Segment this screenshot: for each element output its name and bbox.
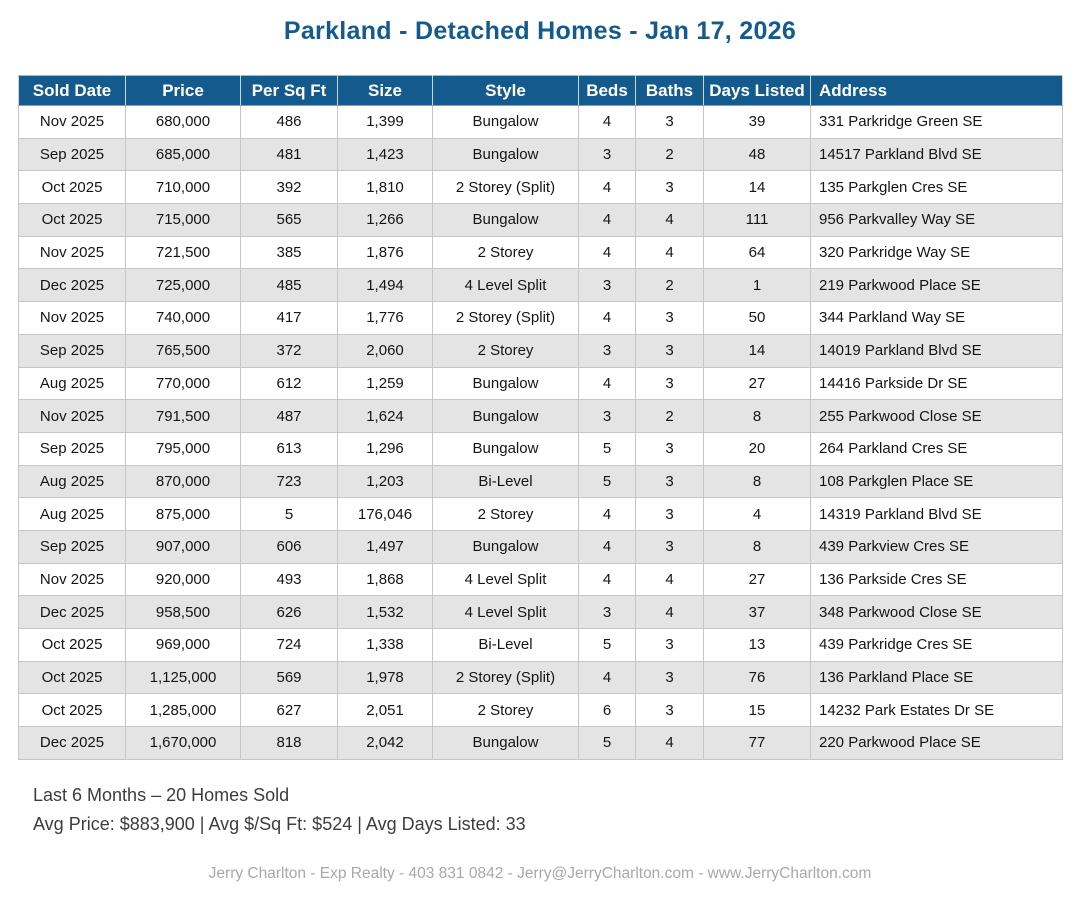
cell-baths: 3 [636, 465, 704, 498]
table-row [19, 596, 1063, 629]
cell-price: 791,500 [126, 400, 241, 433]
cell-days-listed: 8 [704, 400, 811, 433]
table-row [19, 204, 1063, 237]
cell-beds: 5 [579, 465, 636, 498]
cell-sold-date: Aug 2025 [19, 498, 126, 531]
cell-days-listed: 77 [704, 727, 811, 760]
cell-price: 795,000 [126, 432, 241, 465]
cell-baths: 3 [636, 171, 704, 204]
cell-size: 1,338 [338, 629, 433, 662]
cell-beds: 3 [579, 334, 636, 367]
cell-per-sq-ft: 5 [241, 498, 338, 531]
cell-price: 725,000 [126, 269, 241, 302]
cell-price: 710,000 [126, 171, 241, 204]
cell-sold-date: Nov 2025 [19, 236, 126, 269]
cell-style: 2 Storey (Split) [433, 171, 579, 204]
cell-address: 219 Parkwood Place SE [811, 269, 1063, 302]
cell-days-listed: 8 [704, 530, 811, 563]
cell-baths: 2 [636, 269, 704, 302]
table-row [19, 563, 1063, 596]
cell-size: 1,868 [338, 563, 433, 596]
table-row [19, 171, 1063, 204]
cell-size: 1,532 [338, 596, 433, 629]
table-row [19, 694, 1063, 727]
cell-per-sq-ft: 392 [241, 171, 338, 204]
cell-price: 1,285,000 [126, 694, 241, 727]
cell-style: 4 Level Split [433, 269, 579, 302]
cell-price: 969,000 [126, 629, 241, 662]
cell-beds: 6 [579, 694, 636, 727]
cell-address: 255 Parkwood Close SE [811, 400, 1063, 433]
cell-style: 2 Storey [433, 498, 579, 531]
cell-size: 1,494 [338, 269, 433, 302]
cell-beds: 4 [579, 661, 636, 694]
cell-per-sq-ft: 626 [241, 596, 338, 629]
cell-beds: 3 [579, 269, 636, 302]
cell-price: 685,000 [126, 138, 241, 171]
cell-style: 4 Level Split [433, 563, 579, 596]
cell-address: 220 Parkwood Place SE [811, 727, 1063, 760]
summary-block [33, 781, 1080, 839]
cell-size: 2,060 [338, 334, 433, 367]
cell-address: 14019 Parkland Blvd SE [811, 334, 1063, 367]
cell-size: 176,046 [338, 498, 433, 531]
cell-per-sq-ft: 818 [241, 727, 338, 760]
cell-size: 1,810 [338, 171, 433, 204]
cell-days-listed: 111 [704, 204, 811, 237]
table-row [19, 530, 1063, 563]
cell-size: 1,876 [338, 236, 433, 269]
cell-price: 770,000 [126, 367, 241, 400]
cell-style: 2 Storey (Split) [433, 302, 579, 335]
table-row [19, 106, 1063, 139]
cell-days-listed: 15 [704, 694, 811, 727]
cell-per-sq-ft: 385 [241, 236, 338, 269]
cell-price: 721,500 [126, 236, 241, 269]
cell-address: 956 Parkvalley Way SE [811, 204, 1063, 237]
cell-style: 2 Storey [433, 334, 579, 367]
column-header-size: Size [338, 76, 433, 106]
cell-baths: 3 [636, 498, 704, 531]
cell-per-sq-ft: 565 [241, 204, 338, 237]
cell-sold-date: Dec 2025 [19, 596, 126, 629]
cell-per-sq-ft: 417 [241, 302, 338, 335]
listings-table-container [18, 75, 1062, 760]
cell-style: Bungalow [433, 432, 579, 465]
cell-style: Bungalow [433, 400, 579, 433]
cell-beds: 4 [579, 302, 636, 335]
column-header-per-sq-ft: Per Sq Ft [241, 76, 338, 106]
cell-days-listed: 20 [704, 432, 811, 465]
cell-per-sq-ft: 723 [241, 465, 338, 498]
cell-price: 870,000 [126, 465, 241, 498]
column-header-days-listed: Days Listed [704, 76, 811, 106]
cell-size: 1,497 [338, 530, 433, 563]
column-header-price: Price [126, 76, 241, 106]
table-row [19, 432, 1063, 465]
cell-sold-date: Dec 2025 [19, 727, 126, 760]
cell-beds: 4 [579, 171, 636, 204]
cell-baths: 4 [636, 563, 704, 596]
cell-days-listed: 64 [704, 236, 811, 269]
cell-size: 1,266 [338, 204, 433, 237]
cell-baths: 3 [636, 367, 704, 400]
cell-address: 14416 Parkside Dr SE [811, 367, 1063, 400]
cell-baths: 2 [636, 138, 704, 171]
cell-baths: 3 [636, 661, 704, 694]
cell-per-sq-ft: 372 [241, 334, 338, 367]
cell-price: 715,000 [126, 204, 241, 237]
cell-price: 740,000 [126, 302, 241, 335]
cell-baths: 3 [636, 334, 704, 367]
cell-per-sq-ft: 627 [241, 694, 338, 727]
cell-beds: 4 [579, 204, 636, 237]
cell-baths: 4 [636, 204, 704, 237]
cell-days-listed: 39 [704, 106, 811, 139]
cell-days-listed: 50 [704, 302, 811, 335]
cell-beds: 3 [579, 400, 636, 433]
cell-per-sq-ft: 481 [241, 138, 338, 171]
cell-baths: 3 [636, 106, 704, 139]
summary-sales-count: Last 6 Months – 20 Homes Sold [33, 784, 290, 805]
cell-address: 108 Parkglen Place SE [811, 465, 1063, 498]
cell-address: 14319 Parkland Blvd SE [811, 498, 1063, 531]
cell-per-sq-ft: 487 [241, 400, 338, 433]
cell-size: 1,296 [338, 432, 433, 465]
cell-beds: 5 [579, 432, 636, 465]
cell-address: 348 Parkwood Close SE [811, 596, 1063, 629]
cell-price: 875,000 [126, 498, 241, 531]
cell-sold-date: Aug 2025 [19, 367, 126, 400]
table-row [19, 302, 1063, 335]
cell-address: 331 Parkridge Green SE [811, 106, 1063, 139]
column-header-address: Address [811, 76, 1063, 106]
cell-beds: 5 [579, 629, 636, 662]
table-row [19, 269, 1063, 302]
cell-sold-date: Sep 2025 [19, 138, 126, 171]
cell-beds: 3 [579, 596, 636, 629]
cell-baths: 4 [636, 236, 704, 269]
cell-baths: 3 [636, 694, 704, 727]
cell-days-listed: 76 [704, 661, 811, 694]
cell-style: 2 Storey [433, 694, 579, 727]
cell-style: Bungalow [433, 367, 579, 400]
cell-size: 2,042 [338, 727, 433, 760]
column-header-baths: Baths [636, 76, 704, 106]
cell-days-listed: 8 [704, 465, 811, 498]
cell-address: 344 Parkland Way SE [811, 302, 1063, 335]
cell-per-sq-ft: 612 [241, 367, 338, 400]
cell-style: Bungalow [433, 204, 579, 237]
cell-style: Bungalow [433, 106, 579, 139]
cell-days-listed: 14 [704, 171, 811, 204]
cell-sold-date: Oct 2025 [19, 694, 126, 727]
cell-days-listed: 27 [704, 367, 811, 400]
cell-sold-date: Dec 2025 [19, 269, 126, 302]
table-row [19, 727, 1063, 760]
cell-address: 439 Parkview Cres SE [811, 530, 1063, 563]
cell-style: Bi-Level [433, 465, 579, 498]
table-row [19, 400, 1063, 433]
cell-price: 1,670,000 [126, 727, 241, 760]
cell-address: 439 Parkridge Cres SE [811, 629, 1063, 662]
cell-sold-date: Sep 2025 [19, 432, 126, 465]
listings-table [18, 75, 1063, 760]
cell-address: 14517 Parkland Blvd SE [811, 138, 1063, 171]
cell-days-listed: 37 [704, 596, 811, 629]
cell-sold-date: Oct 2025 [19, 171, 126, 204]
cell-beds: 4 [579, 236, 636, 269]
cell-sold-date: Oct 2025 [19, 661, 126, 694]
cell-baths: 3 [636, 432, 704, 465]
table-row [19, 465, 1063, 498]
cell-address: 136 Parkside Cres SE [811, 563, 1063, 596]
cell-baths: 2 [636, 400, 704, 433]
cell-address: 136 Parkland Place SE [811, 661, 1063, 694]
cell-per-sq-ft: 493 [241, 563, 338, 596]
cell-per-sq-ft: 724 [241, 629, 338, 662]
cell-sold-date: Nov 2025 [19, 563, 126, 596]
cell-sold-date: Oct 2025 [19, 629, 126, 662]
page-title: Parkland - Detached Homes - Jan 17, 2026 [283, 17, 797, 45]
cell-size: 2,051 [338, 694, 433, 727]
cell-address: 135 Parkglen Cres SE [811, 171, 1063, 204]
cell-days-listed: 13 [704, 629, 811, 662]
cell-per-sq-ft: 485 [241, 269, 338, 302]
cell-beds: 4 [579, 563, 636, 596]
table-row [19, 629, 1063, 662]
cell-address: 14232 Park Estates Dr SE [811, 694, 1063, 727]
cell-beds: 4 [579, 106, 636, 139]
table-header-row [19, 76, 1063, 106]
cell-size: 1,423 [338, 138, 433, 171]
cell-beds: 4 [579, 498, 636, 531]
table-row [19, 498, 1063, 531]
table-row [19, 367, 1063, 400]
cell-size: 1,399 [338, 106, 433, 139]
cell-per-sq-ft: 613 [241, 432, 338, 465]
cell-sold-date: Sep 2025 [19, 530, 126, 563]
cell-beds: 3 [579, 138, 636, 171]
cell-beds: 4 [579, 530, 636, 563]
cell-days-listed: 1 [704, 269, 811, 302]
cell-per-sq-ft: 569 [241, 661, 338, 694]
table-row [19, 334, 1063, 367]
cell-sold-date: Oct 2025 [19, 204, 126, 237]
cell-size: 1,624 [338, 400, 433, 433]
cell-per-sq-ft: 606 [241, 530, 338, 563]
cell-baths: 4 [636, 727, 704, 760]
cell-sold-date: Aug 2025 [19, 465, 126, 498]
footer-contact-line: Jerry Charlton - Exp Realty - 403 831 0842 - Jerry@JerryCharlton.com - www.JerryCharlton.com [208, 864, 872, 882]
cell-style: Bungalow [433, 138, 579, 171]
column-header-beds: Beds [579, 76, 636, 106]
cell-sold-date: Nov 2025 [19, 400, 126, 433]
cell-baths: 4 [636, 596, 704, 629]
cell-per-sq-ft: 486 [241, 106, 338, 139]
table-row [19, 661, 1063, 694]
cell-sold-date: Nov 2025 [19, 106, 126, 139]
cell-address: 320 Parkridge Way SE [811, 236, 1063, 269]
cell-price: 958,500 [126, 596, 241, 629]
cell-sold-date: Sep 2025 [19, 334, 126, 367]
cell-address: 264 Parkland Cres SE [811, 432, 1063, 465]
column-header-style: Style [433, 76, 579, 106]
cell-baths: 3 [636, 629, 704, 662]
cell-size: 1,259 [338, 367, 433, 400]
cell-size: 1,776 [338, 302, 433, 335]
cell-price: 765,500 [126, 334, 241, 367]
cell-baths: 3 [636, 302, 704, 335]
cell-style: 2 Storey [433, 236, 579, 269]
cell-price: 907,000 [126, 530, 241, 563]
cell-style: 4 Level Split [433, 596, 579, 629]
table-row [19, 138, 1063, 171]
cell-days-listed: 48 [704, 138, 811, 171]
cell-style: Bungalow [433, 530, 579, 563]
cell-price: 920,000 [126, 563, 241, 596]
cell-size: 1,203 [338, 465, 433, 498]
cell-baths: 3 [636, 530, 704, 563]
summary-averages: Avg Price: $883,900 | Avg $/Sq Ft: $524 | Avg Days Listed: 33 [33, 813, 526, 834]
cell-style: 2 Storey (Split) [433, 661, 579, 694]
cell-beds: 5 [579, 727, 636, 760]
cell-days-listed: 14 [704, 334, 811, 367]
cell-price: 680,000 [126, 106, 241, 139]
cell-days-listed: 4 [704, 498, 811, 531]
cell-style: Bungalow [433, 727, 579, 760]
column-header-sold-date: Sold Date [19, 76, 126, 106]
cell-style: Bi-Level [433, 629, 579, 662]
cell-size: 1,978 [338, 661, 433, 694]
cell-beds: 4 [579, 367, 636, 400]
cell-days-listed: 27 [704, 563, 811, 596]
table-row [19, 236, 1063, 269]
cell-sold-date: Nov 2025 [19, 302, 126, 335]
cell-price: 1,125,000 [126, 661, 241, 694]
